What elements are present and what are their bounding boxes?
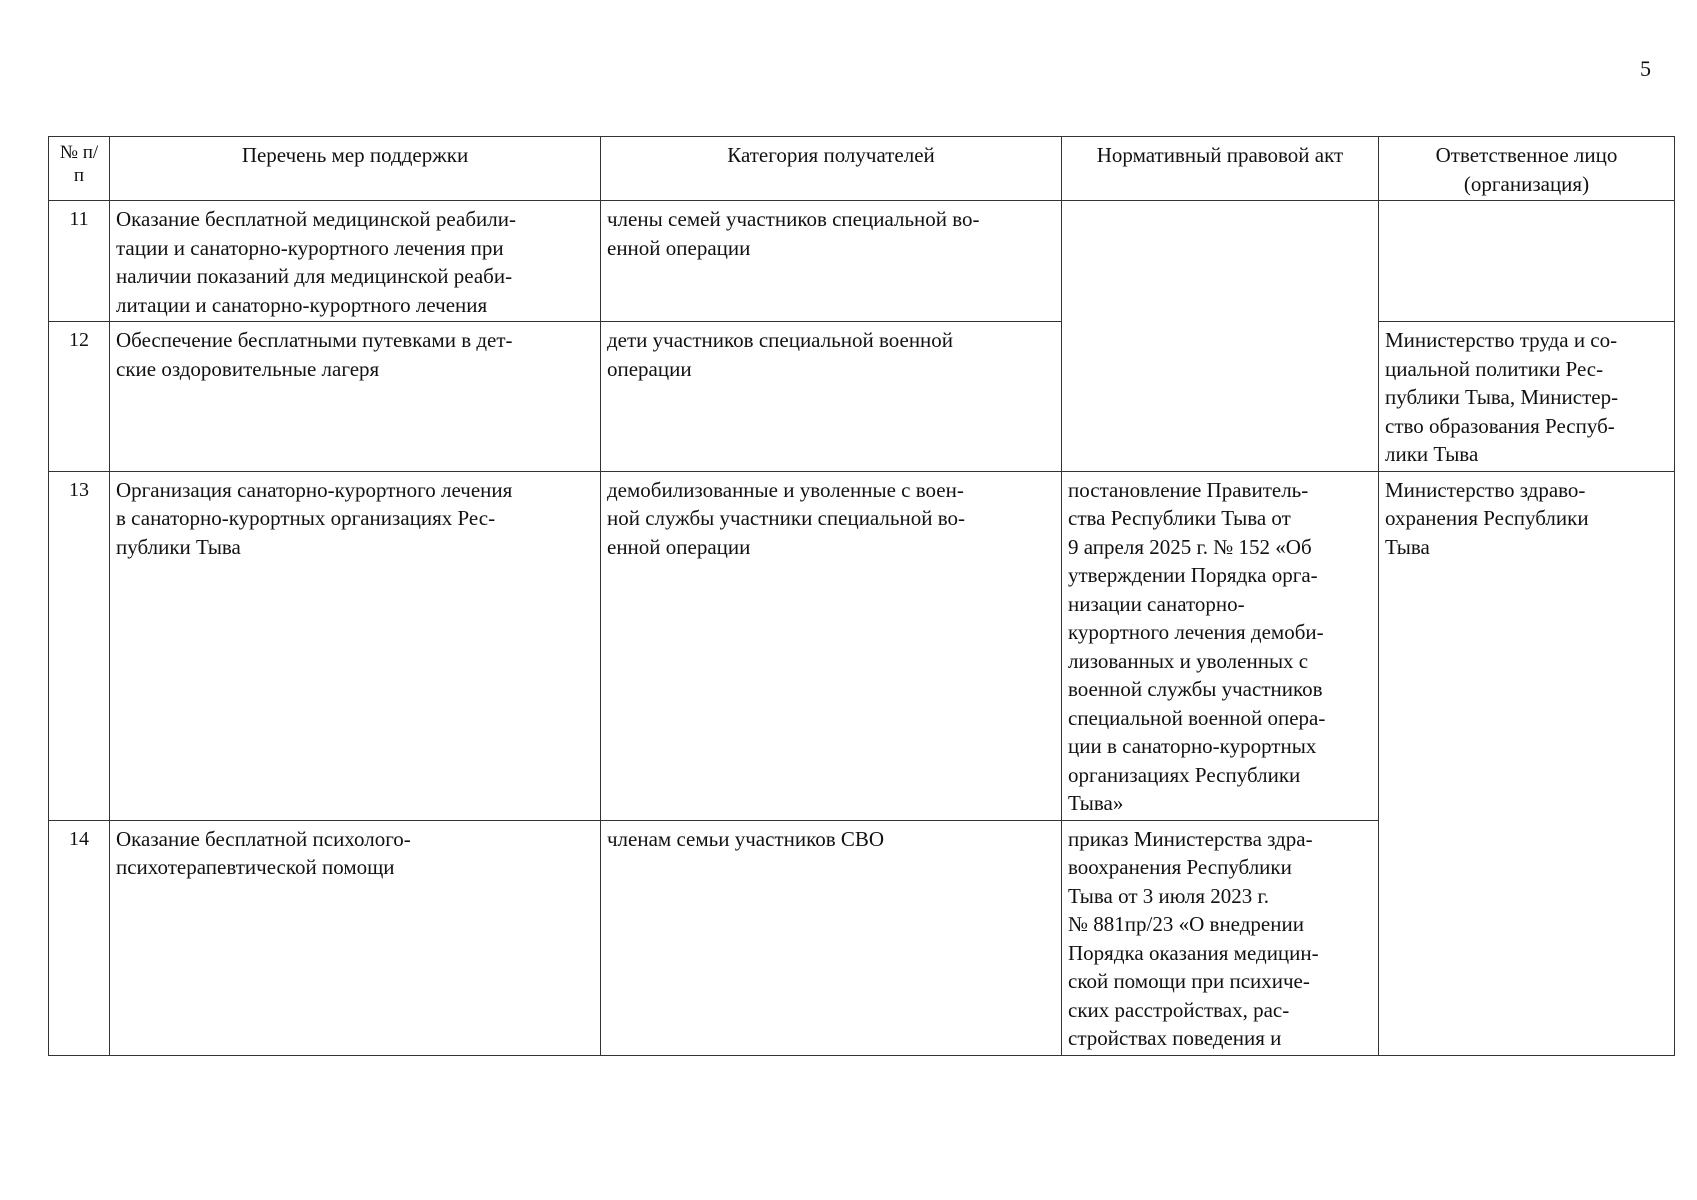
- text-line: ские оздоровительные лагеря: [116, 356, 380, 381]
- measure-cell: [110, 322, 601, 472]
- text-line: енной операции: [607, 534, 751, 559]
- text-line: Обеспечение бесплатными путевками в дет-: [116, 328, 513, 352]
- text-line: Министерство труда и со-: [1385, 328, 1618, 352]
- text-line: приказ Министерства здра-: [1068, 826, 1313, 851]
- text-line: публики Тыва: [116, 534, 241, 559]
- row-num: 13: [49, 471, 110, 820]
- text-line: Тыва: [1385, 534, 1430, 559]
- category-cell: [601, 820, 1062, 1055]
- table-header-row: [49, 137, 1675, 201]
- text-line: Министерство здраво-: [1385, 477, 1586, 502]
- text-line: низации санаторно-: [1068, 591, 1245, 616]
- header-num: № п/п: [49, 137, 110, 201]
- text-line: № 881пр/23 «О внедрении: [1068, 912, 1304, 936]
- row-num: 11: [49, 201, 110, 322]
- header-act: Нормативный правовой акт: [1062, 137, 1379, 201]
- text-line: ских расстройствах, рас-: [1068, 997, 1290, 1022]
- text-line: енной операции: [607, 235, 751, 260]
- support-measures-table: [48, 136, 1675, 1056]
- responsible-cell: [1379, 471, 1675, 1055]
- table-row: [49, 471, 1675, 820]
- header-category: Категория получателей: [601, 137, 1062, 201]
- text-line: Оказание бесплатной медицинской реабили-: [116, 207, 516, 231]
- measure-cell: [110, 201, 601, 322]
- text-line: психотерапевтической помощи: [116, 855, 395, 879]
- text-line: ной службы участники специальной во-: [607, 506, 965, 530]
- text-line: охранения Республики: [1385, 506, 1589, 530]
- responsible-cell-empty: [1379, 201, 1675, 322]
- text-line: утверждении Порядка орга-: [1068, 563, 1318, 587]
- text-line: Порядка оказания медицин-: [1068, 940, 1319, 965]
- measure-cell: [110, 820, 601, 1055]
- category-cell: [601, 471, 1062, 820]
- table-row: [49, 201, 1675, 322]
- text-line: Тыва от 3 июля 2023 г.: [1068, 883, 1270, 908]
- text-line: тации и санаторно-курортного лечения при: [116, 235, 504, 260]
- row-num: 12: [49, 322, 110, 472]
- page-number: 5: [1640, 56, 1651, 81]
- header-responsible: [1379, 137, 1675, 201]
- text-line: курортного лечения демоби-: [1068, 620, 1324, 644]
- text-line: ской помощи при психиче-: [1068, 969, 1310, 993]
- text-line: дети участников специальной военной: [607, 328, 954, 352]
- text-line: ства Республики Тыва от: [1068, 506, 1291, 530]
- header-measures: Перечень мер поддержки: [110, 137, 601, 201]
- text-line: демобилизованные и уволенные с воен-: [607, 477, 964, 502]
- text-line: воохранения Республики: [1068, 855, 1292, 879]
- text-line: лики Тыва: [1385, 442, 1479, 466]
- text-line: специальной военной опера-: [1068, 705, 1326, 730]
- act-cell-empty: [1062, 201, 1379, 472]
- text-line: организациях Республики: [1068, 762, 1301, 787]
- text-line: 9 апреля 2025 г. № 152 «Об: [1068, 534, 1312, 559]
- category-cell: [601, 201, 1062, 322]
- text-line: литации и санаторно-курортного лечения: [116, 292, 488, 317]
- text-line: публики Тыва, Министер-: [1385, 385, 1619, 409]
- text-line: Тыва»: [1068, 791, 1124, 815]
- text-line: военной службы участников: [1068, 677, 1323, 701]
- category-cell: [601, 322, 1062, 472]
- text-line: наличии показаний для медицинской реаби-: [116, 264, 513, 288]
- responsible-cell: [1379, 322, 1675, 472]
- text-line: ции в санаторно-курортных: [1068, 734, 1317, 758]
- text-line: членам семьи участников СВО: [607, 826, 885, 851]
- text-line: Оказание бесплатной психолого-: [116, 826, 411, 851]
- act-cell: [1062, 471, 1379, 820]
- text-line: члены семей участников специальной во-: [607, 207, 980, 231]
- text-line: постановление Правитель-: [1068, 477, 1309, 502]
- act-cell: [1062, 820, 1379, 1055]
- text-line: операции: [607, 356, 692, 381]
- text-line: циальной политики Рес-: [1385, 356, 1604, 381]
- table-row: [49, 322, 1675, 472]
- row-num: 14: [49, 820, 110, 1055]
- text-line: стройствах поведения и: [1068, 1026, 1282, 1050]
- header-responsible-line: Ответственное лицо: [1435, 143, 1618, 167]
- text-line: ство образования Респуб-: [1385, 413, 1615, 438]
- text-line: лизованных и уволенных с: [1068, 648, 1309, 673]
- header-responsible-line: (организация): [1463, 171, 1590, 196]
- measure-cell: [110, 471, 601, 820]
- text-line: в санаторно-курортных организациях Рес-: [116, 506, 496, 530]
- text-line: Организация санаторно-курортного лечения: [116, 477, 513, 502]
